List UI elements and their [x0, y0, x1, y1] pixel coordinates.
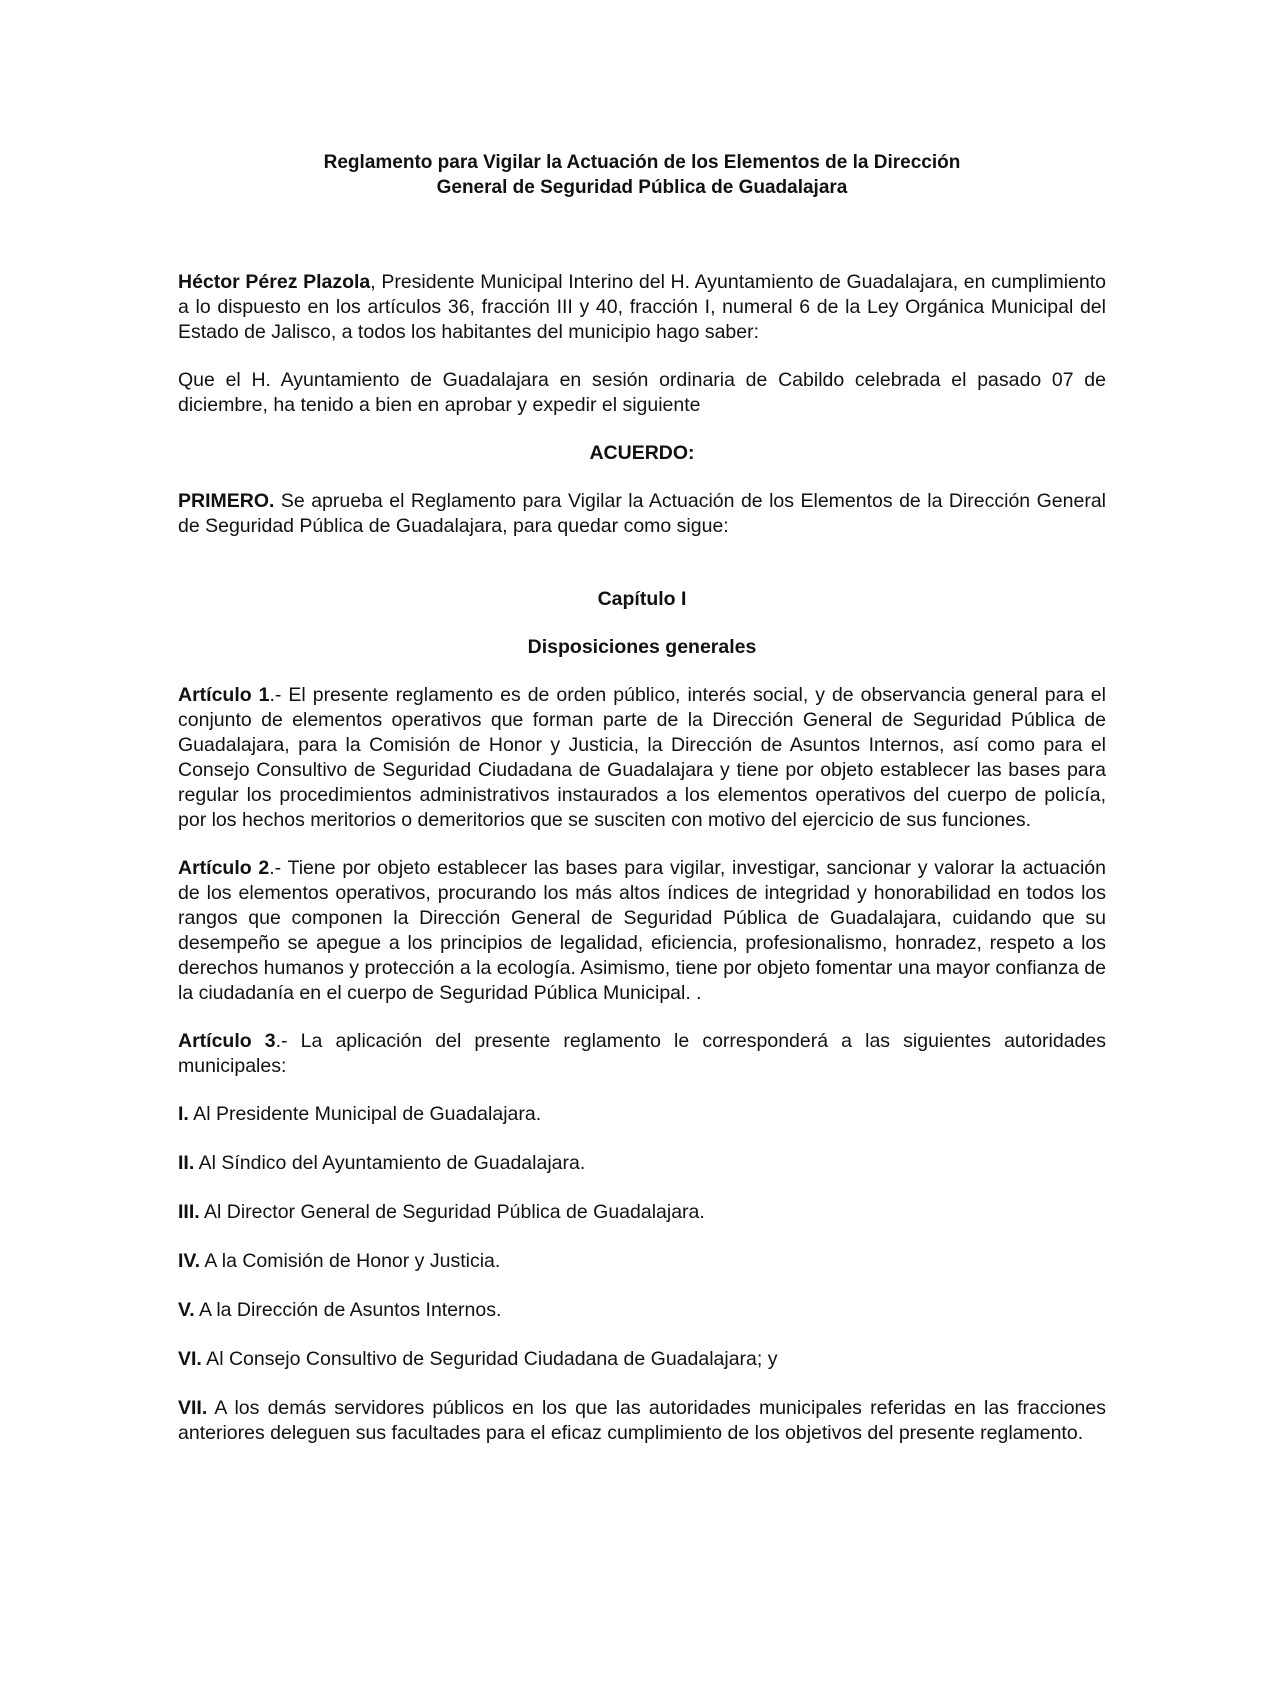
fraction-7-text: A los demás servidores públicos en los que las autoridades municipales referidas en las fracciones anteriores deleguen sus facultades para el eficaz cumplimiento de los objetivos del presente reglamento. [178, 1397, 1106, 1444]
article-1-text: .- El presente reglamento es de orden público, interés social, y de observancia general para el conjunto de elementos operativos que forman parte de la Dirección General de Seguridad Pública de Guadalajara, para la Comisión de Honor y Justicia, la Dirección de Asuntos Internos, así como para el Consejo Consultivo de Seguridad Ciudadana de Guadalajara y tiene por objeto establecer las bases para regular los procedimientos administrativos instaurados a los elementos operativos del cuerpo de policía, por los hechos meritorios o demeritorios que se susciten con motivo del ejercicio de sus funciones. [178, 684, 1106, 831]
fraction-7-numeral: VII. [178, 1397, 208, 1419]
intro-paragraph [178, 270, 1106, 345]
fraction-2-numeral: II. [178, 1152, 195, 1174]
fraction-7 [178, 1396, 1106, 1446]
fraction-6-numeral: VI. [178, 1348, 202, 1370]
fraction-3 [178, 1200, 1106, 1225]
article-3-text: .- La aplicación del presente reglamento le corresponderá a las siguientes autoridades municipales: [178, 1030, 1106, 1077]
chapter-subheading: Disposiciones generales [527, 636, 757, 658]
fraction-5-text: A la Dirección de Asuntos Internos. [194, 1299, 502, 1321]
document-title-line-1: Reglamento para Vigilar la Actuación de los Elementos de la Dirección [323, 152, 961, 173]
fraction-4-numeral: IV. [178, 1250, 201, 1272]
acuerdo-heading: ACUERDO: [589, 442, 695, 464]
fraction-2-text: Al Síndico del Ayuntamiento de Guadalajara. [194, 1152, 586, 1174]
article-3 [178, 1029, 1106, 1079]
fraction-4 [178, 1249, 1106, 1274]
fraction-1-numeral: I. [178, 1103, 189, 1125]
intro-text: , Presidente Municipal Interino del H. Ayuntamiento de Guadalajara, en cumplimiento a lo dispuesto en los artículos 36, fracción III y 40, fracción I, numeral 6 de la Ley Orgánica Municipal del Estado de Jalisco, a todos los habitantes del municipio hago saber: [178, 271, 1106, 343]
session-paragraph: Que el H. Ayuntamiento de Guadalajara en sesión ordinaria de Cabildo celebrada el pasado 07 de diciembre, ha tenido a bien en aprobar y expedir el siguiente [178, 369, 1106, 416]
article-2 [178, 856, 1106, 1006]
article-2-text: .- Tiene por objeto establecer las bases para vigilar, investigar, sancionar y valorar la actuación de los elementos operativos, procurando los más altos índices de integridad y honorabilidad en todos los rangos que componen la Dirección General de Seguridad Pública de Guadalajara, cuidando que su desempeño se apegue a los principios de legalidad, eficiencia, profesionalismo, honradez, respeto a los derechos humanos y protección a la ecología. Asimismo, tiene por objeto fomentar una mayor confianza de la ciudadanía en el cuerpo de Seguridad Pública Municipal. . [178, 857, 1106, 1004]
article-2-label: Artículo 2 [178, 857, 270, 879]
fraction-6 [178, 1347, 1106, 1372]
chapter-heading: Capítulo I [597, 588, 687, 610]
fraction-1 [178, 1102, 1106, 1127]
primero-label: PRIMERO. [178, 490, 275, 512]
title-spacer [178, 200, 1106, 270]
article-3-label: Artículo 3 [178, 1030, 276, 1052]
primero-text: Se aprueba el Reglamento para Vigilar la Actuación de los Elementos de la Dirección General de Seguridad Pública de Guadalajara, para quedar como sigue: [178, 490, 1106, 537]
primero-paragraph [178, 489, 1106, 539]
fraction-5-numeral: V. [178, 1299, 195, 1321]
document-title-line-2: General de Seguridad Pública de Guadalajara [436, 177, 848, 198]
fraction-3-text: Al Director General de Seguridad Pública de Guadalajara. [199, 1201, 705, 1223]
article-1-label: Artículo 1 [178, 684, 270, 706]
president-name: Héctor Pérez Plazola [178, 271, 371, 293]
fraction-4-text: A la Comisión de Honor y Justicia. [200, 1250, 501, 1272]
article-1 [178, 683, 1106, 833]
fraction-6-text: Al Consejo Consultivo de Seguridad Ciudadana de Guadalajara; y [201, 1348, 778, 1370]
chapter-spacer [178, 562, 1106, 587]
document-page [178, 150, 1106, 1470]
fraction-5 [178, 1298, 1106, 1323]
fraction-3-numeral: III. [178, 1201, 200, 1223]
fraction-2 [178, 1151, 1106, 1176]
fraction-1-text: Al Presidente Municipal de Guadalajara. [188, 1103, 542, 1125]
